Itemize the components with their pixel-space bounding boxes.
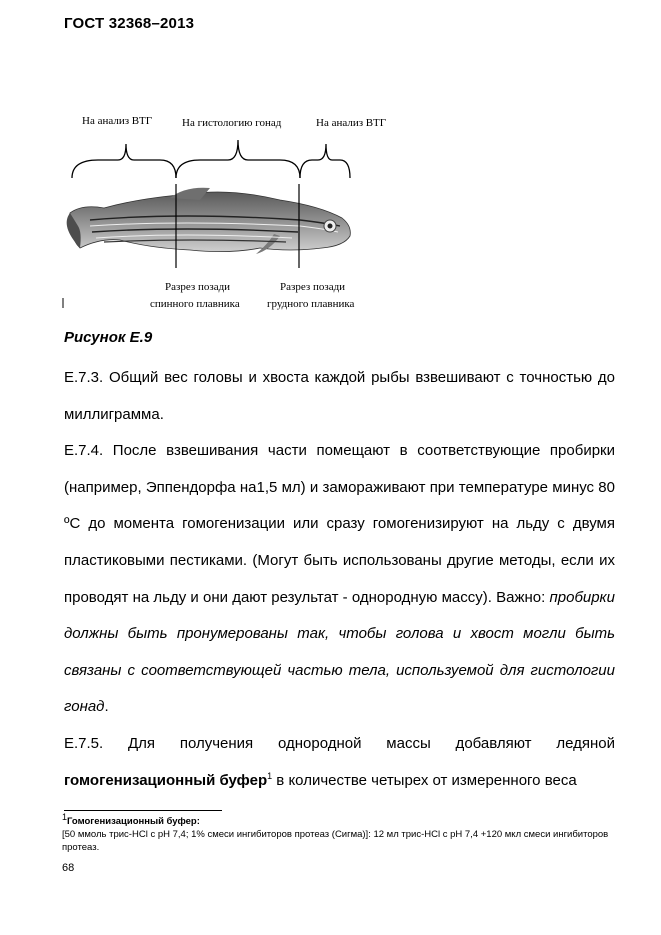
cut-pectoral-line1: Разрез позади [280, 281, 346, 293]
body-text [64, 360, 615, 799]
important-note: пробирки должны быть пронумерованы так, чтобы голова и хвост могли быть связаны с соответствующей частью тела, используемой для гистологии гонад [64, 588, 615, 716]
fish-dissection-figure [60, 108, 620, 318]
footnote-body: [50 ммоль трис-HCl с pH 7,4; 1% смеси ингибиторов протеаз (Сигма)]: 12 мл трис-HCl с pH 7,4 +120 мкл смеси ингибиторов протеаз. [62, 829, 609, 853]
label-right-vtg: На анализ ВТГ [316, 117, 387, 129]
footnote: $^1$Гомогенизационный буфер: [50 ммоль трис-HCl с pH 7,4; 1% смеси ингибиторов протеаз (Сигма)]: 12 мл трис-HCl с pH 7,4 +120 мкл смеси ингибиторов протеаз. [62, 815, 622, 854]
cut-dorsal-line1: Разрез позади [165, 281, 231, 293]
page-number: 68 [62, 862, 75, 874]
brace-left [72, 144, 176, 178]
cut-dorsal-line2: спинного плавника [150, 298, 240, 310]
paragraph-e73: Е.7.3. Общий вес головы и хвоста каждой рыбы взвешивают с точностью до миллиграмма. [64, 369, 615, 423]
footnote-title: Гомогенизационный буфер [67, 816, 197, 827]
paragraph-e74: Е.7.4. После взвешивания части помещают в соответствующие пробирки (например, Эппендорфа на1,5 мл) и замораживают при температуре минус 80 ºС до момента гомогенизации или сразу гомогенизируют на льду с двумя пластиковыми пестиками. (Могут быть использованы другие методы, если их проводят на льду и они дают результат - однородную массу). Важно: пробирки должны быть пронумерованы так, чтобы голова и хвост могли быть связаны с соответствующей частью тела, используемой для гистологии гонад. [64, 442, 615, 716]
label-left-vtg: На анализ ВТГ [82, 115, 153, 127]
footnote-separator [64, 810, 222, 811]
document-header: ГОСТ 32368–2013 [64, 15, 195, 32]
footnote-ref[interactable]: 1 [267, 770, 273, 781]
brace-right [300, 144, 350, 178]
cut-pectoral-line2: грудного плавника [267, 298, 355, 310]
label-gonad-histology: На гистологию гонад [182, 117, 282, 129]
buffer-term: гомогенизационный буфер [64, 771, 268, 789]
brace-middle [176, 140, 300, 178]
paragraph-e75: Е.7.5. Для получения однородной массы добавляют ледяной гомогенизационный буфер$^1$ в количестве четырех от измеренного веса [64, 734, 615, 789]
fish-body [70, 192, 351, 252]
figure-caption: Рисунок Е.9 [64, 329, 153, 346]
footnote-marker: 1 [62, 811, 68, 822]
